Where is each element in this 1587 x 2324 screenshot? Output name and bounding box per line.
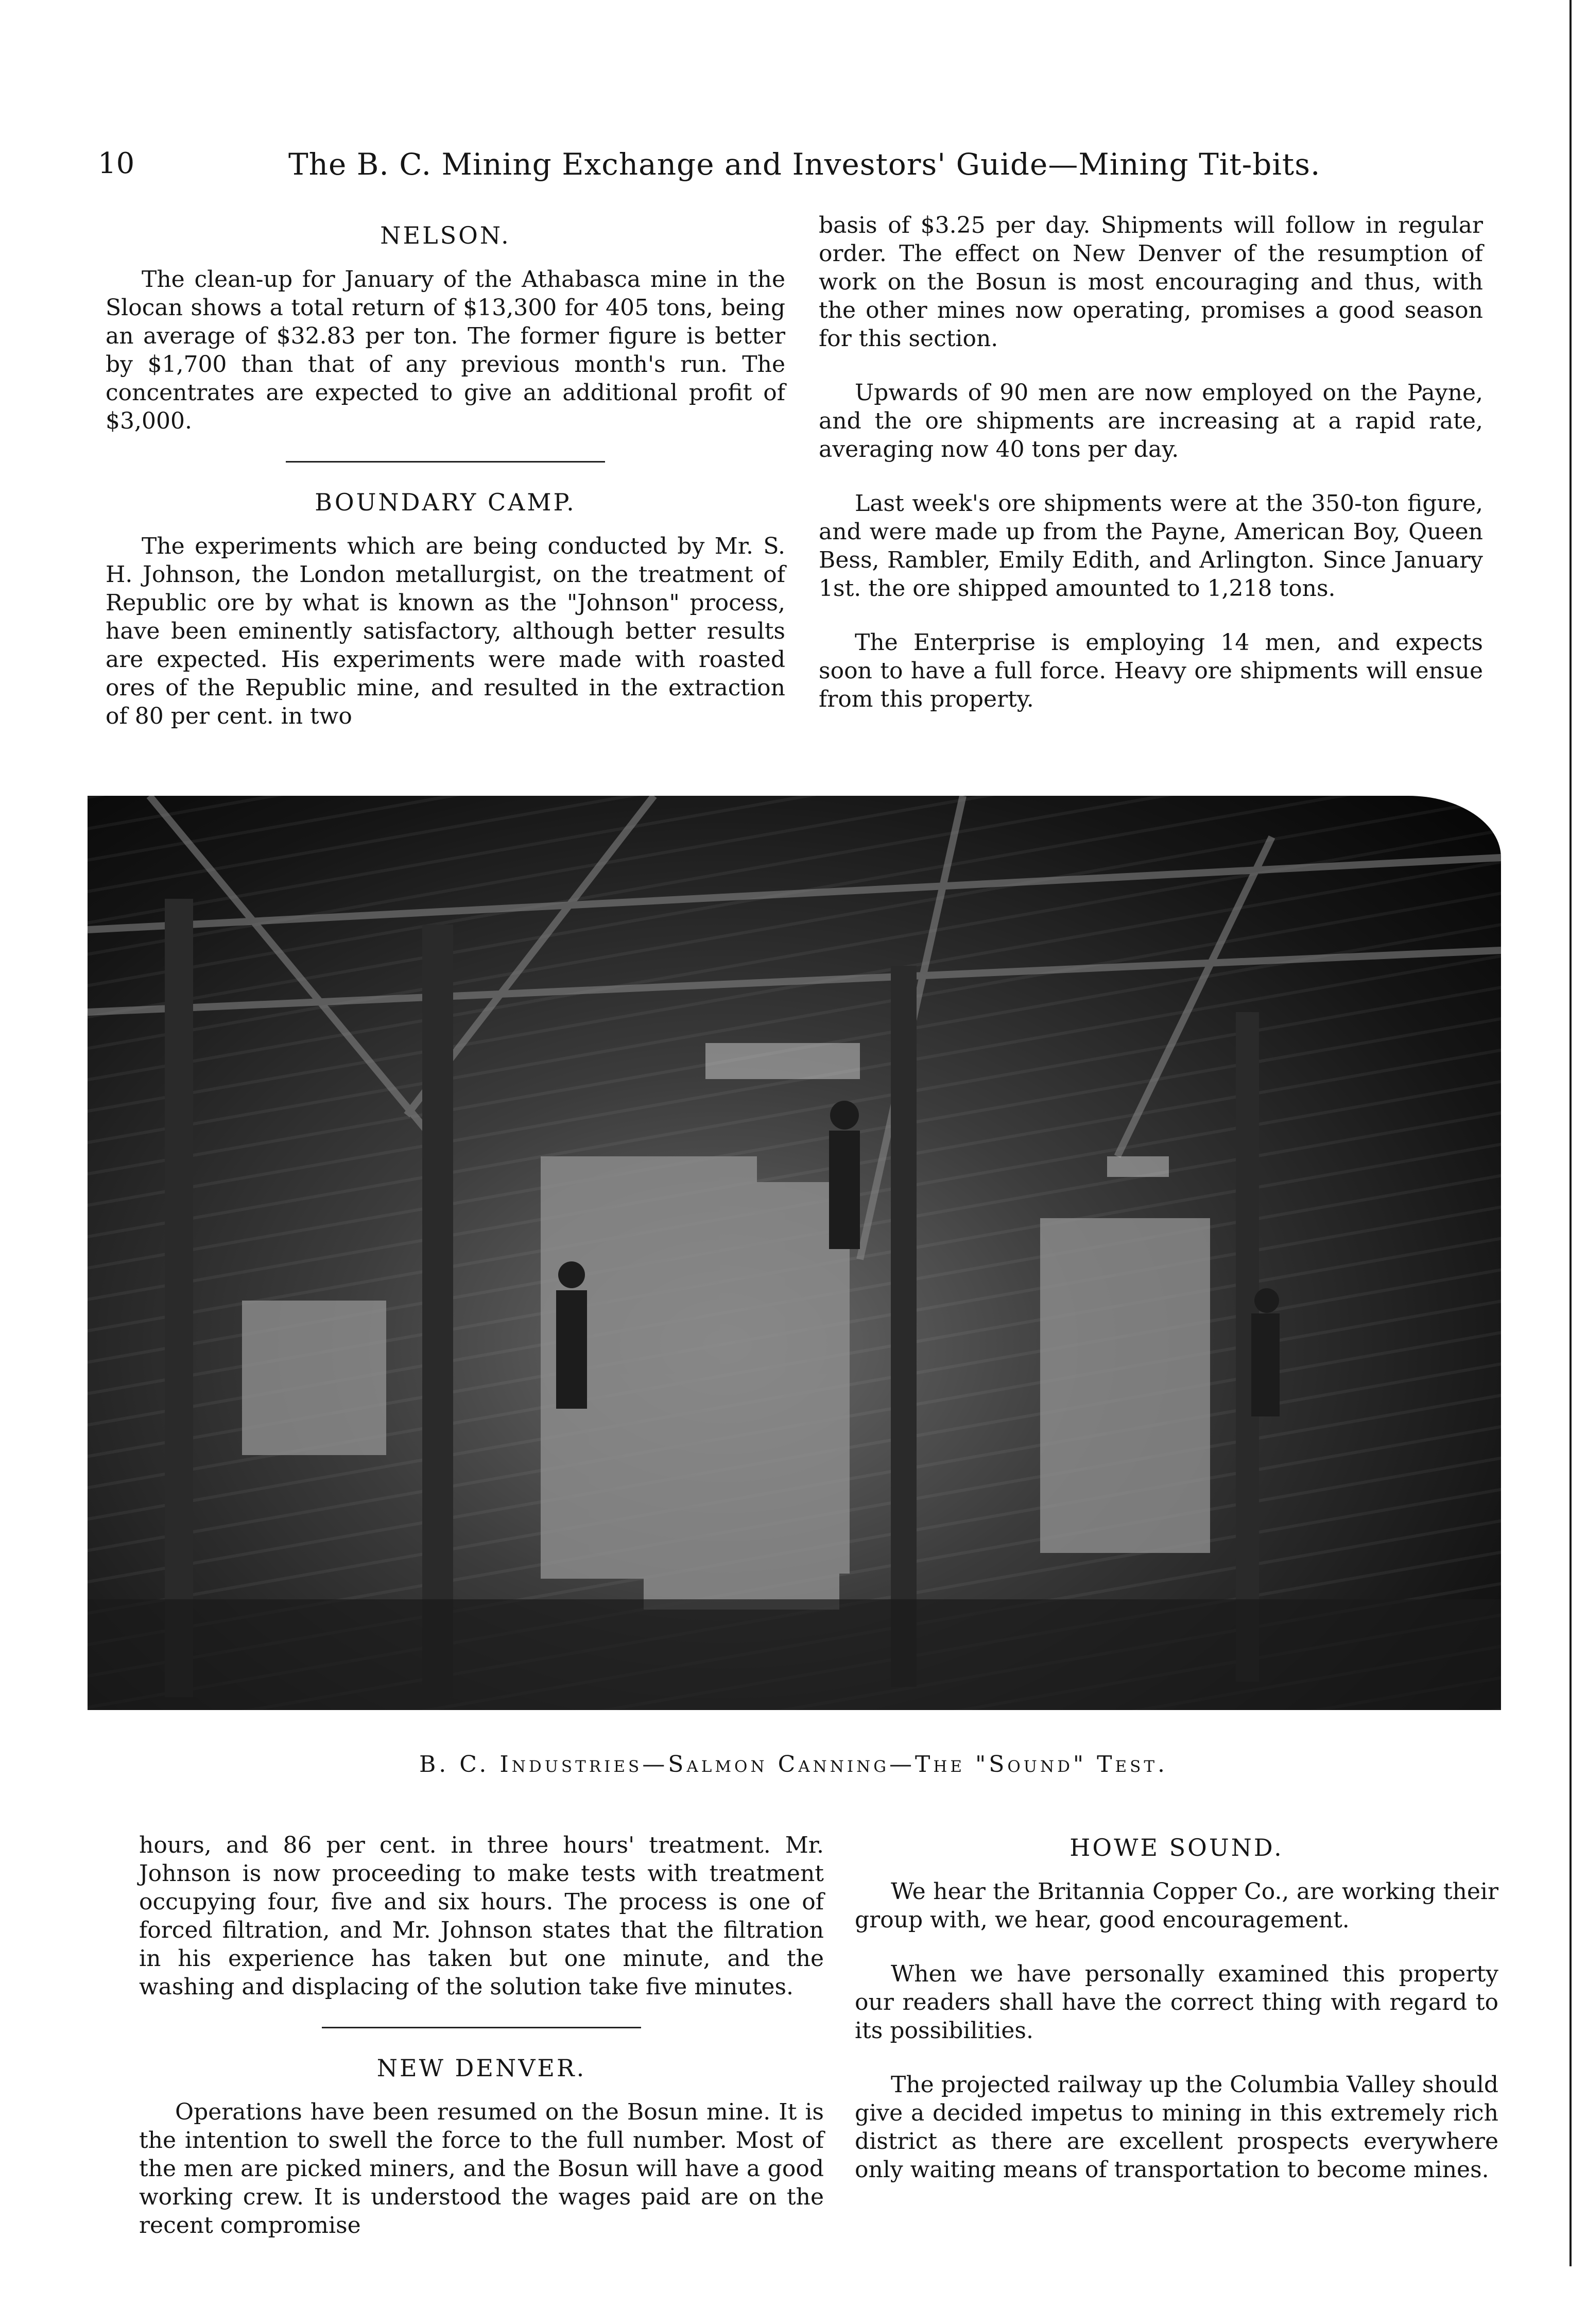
new-denver-heading: NEW DENVER. bbox=[376, 2054, 586, 2082]
johnson-process-paragraph: hours, and 86 per cent. in three hours' treatment. Mr. Johnson is now proceeding to make tests with treatment occupying four, five and six hours. The process is one of forced filtration, and Mr. Johnson states that the filtration in his experience has taken but one minute, and the washing and displacing of the solution take five minutes. bbox=[139, 1832, 824, 2000]
photo-illustration bbox=[88, 796, 1501, 1710]
boundary-camp-heading: BOUNDARY CAMP. bbox=[315, 488, 576, 516]
photo-caption: B. C. Industries—Salmon Canning—The "Sound" Test. bbox=[419, 1751, 1168, 1778]
new-denver-paragraph: Operations have been resumed on the Bosun mine. It is the intention to swell the force to the full number. Most of the men are picked miners, and the Bosun will have a good working crew. It is understood the wages paid are on the recent compromise bbox=[139, 2099, 824, 2238]
bottom-right-column bbox=[855, 1834, 1498, 2210]
property-paragraph: When we have personally examined this property our readers shall have the correct thing with regard to its possibilities. bbox=[855, 1961, 1498, 2044]
ore-shipments-paragraph: Last week's ore shipments were at the 350-ton figure, and were made up from the Payne, American Boy, Queen Bess, Rambler, Emily Edith, and Arlington. Since January 1st. the ore shipped amounted to 1,218 tons. bbox=[819, 490, 1483, 602]
bosun-wages-paragraph: basis of $3.25 per day. Shipments will follow in regular order. The effect on New Denver of the resumption of work on the Bosun is most encouraging and thus, with the other mines now operating, promises a good season for this section. bbox=[819, 212, 1483, 352]
boundary-camp-paragraph: The experiments which are being conducted by Mr. S. H. Johnson, the London metallurgist, on the treatment of Republic ore by what is known as the "Johnson" process, have been eminently satisfactory, although better results are expected. His experiments were made with roasted ores of the Republic mine, and resulted in the extraction of 80 per cent. in two bbox=[106, 533, 785, 729]
britannia-paragraph: We hear the Britannia Copper Co., are working their group with, we hear, good encouragement. bbox=[855, 1878, 1498, 1933]
top-left-column bbox=[106, 221, 785, 756]
section-divider bbox=[286, 461, 605, 463]
enterprise-paragraph: The Enterprise is employing 14 men, and expects soon to have a full force. Heavy ore shipments will ensue from this property. bbox=[819, 629, 1483, 712]
payne-paragraph: Upwards of 90 men are now employed on the Payne, and the ore shipments are increasing at a rapid rate, averaging now 40 tons per day. bbox=[819, 380, 1483, 463]
howe-sound-heading: HOWE SOUND. bbox=[1070, 1834, 1284, 1861]
bottom-left-column bbox=[139, 1831, 824, 2265]
page-number: 10 bbox=[98, 147, 135, 180]
salmon-canning-photograph bbox=[88, 796, 1501, 1710]
railway-paragraph: The projected railway up the Columbia Valley should give a decided impetus to mining in this extremely rich district as there are excellent prospects everywhere only waiting means of transportation to become mines. bbox=[855, 2072, 1499, 2183]
section-divider-2 bbox=[322, 2027, 641, 2028]
running-head: The B. C. Mining Exchange and Investors' Guide—Mining Tit-bits. bbox=[288, 147, 1321, 182]
top-right-column bbox=[819, 211, 1483, 739]
nelson-heading: NELSON. bbox=[380, 221, 511, 249]
page-edge-rule bbox=[1569, 0, 1572, 2266]
nelson-paragraph: The clean-up for January of the Athabasca mine in the Slocan shows a total return of $13,300 for 405 tons, being an average of $32.83 per ton. The former figure is better by $1,700 than that of any previous month's run. The concentrates are expected to give an additional profit of $3,000. bbox=[106, 266, 785, 434]
